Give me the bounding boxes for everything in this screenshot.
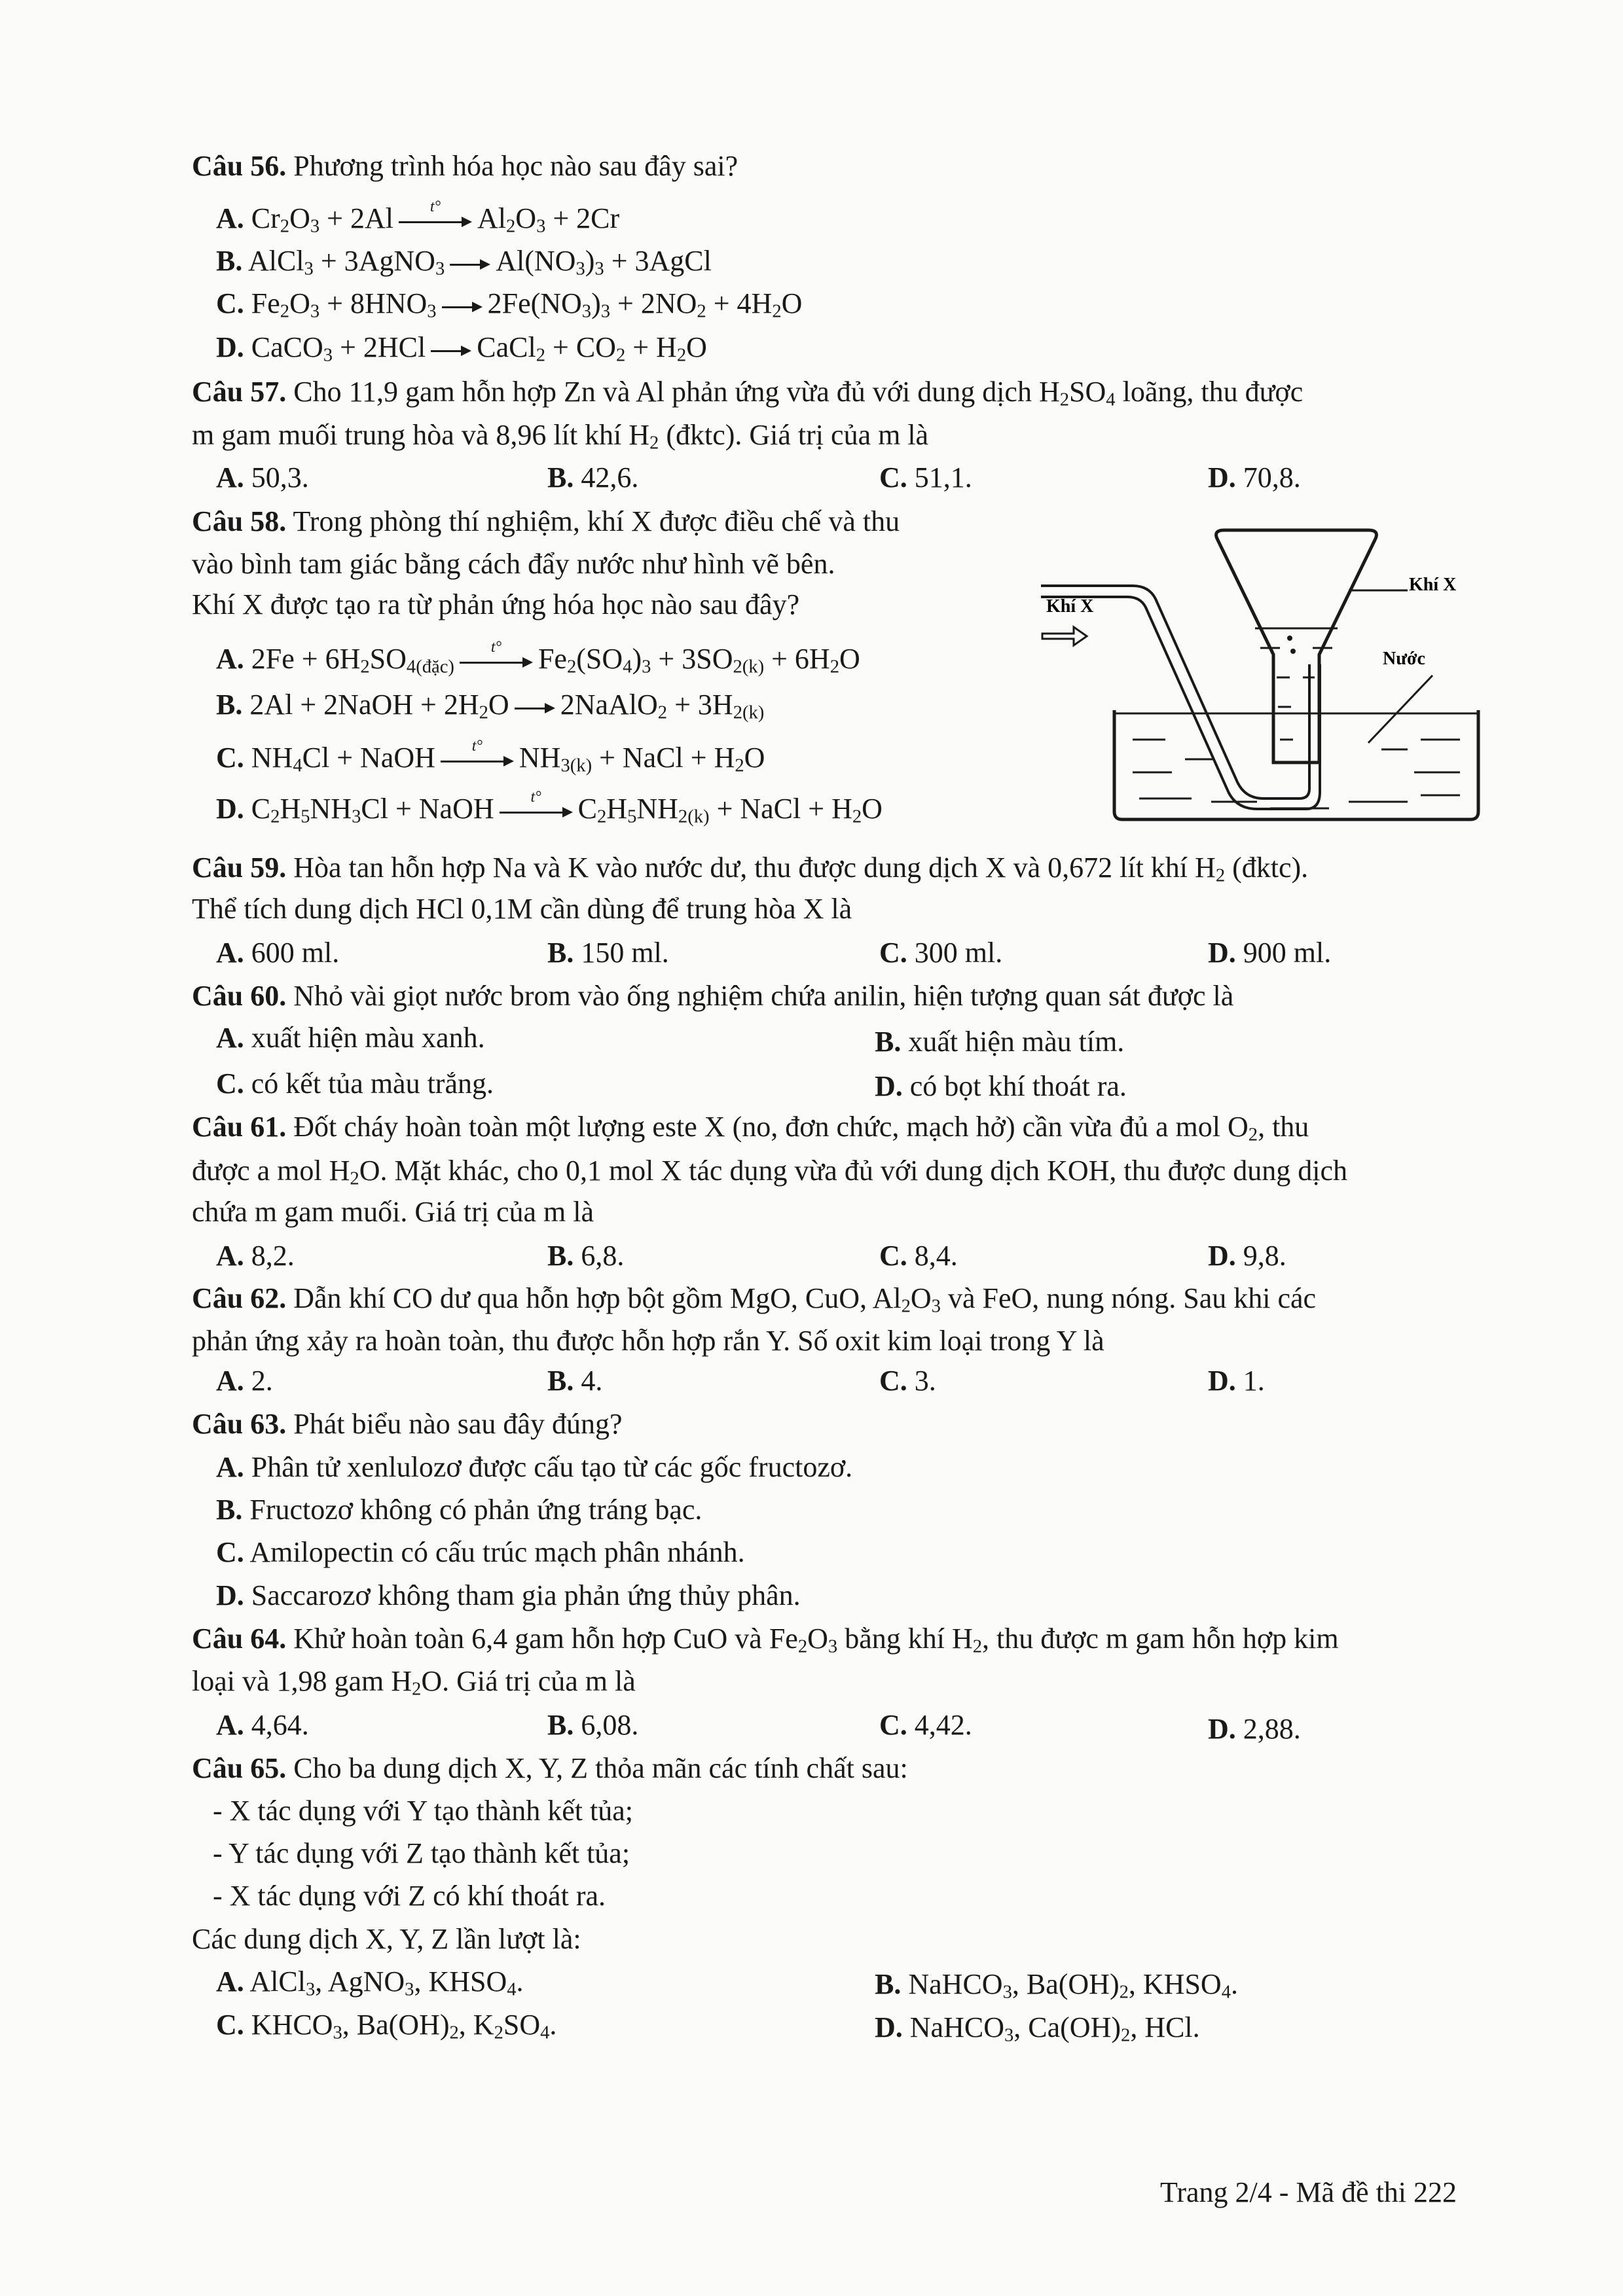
question-number: Câu 56. [192, 150, 287, 182]
question-number: Câu 58. [192, 505, 287, 537]
reaction-arrow-icon [500, 789, 573, 819]
option-b [547, 1711, 638, 1740]
option-key: A. [216, 1022, 244, 1054]
question-lead: Các dung dịch X, Y, Z lần lượt là: [192, 1923, 581, 1955]
question-text-line: vào bình tam giác bằng cách đẩy nước như hình vẽ bên. [192, 548, 835, 580]
reaction-arrow-icon [460, 639, 533, 670]
question-number: Câu 59. [192, 852, 287, 884]
question-text: Phương trình hóa học nào sau đây sai? [293, 150, 739, 182]
option-b [216, 1496, 702, 1524]
option-b [547, 1242, 624, 1270]
gas-bubble [1287, 636, 1292, 641]
option-key: B. [216, 689, 243, 721]
option-text: 6,8. [581, 1240, 625, 1272]
option-a [216, 463, 309, 492]
option-key: C. [879, 461, 907, 493]
products: $2Fe(NO_3)_3 + 2NO_2 + 4H_2O$ [487, 287, 803, 322]
option-a [216, 1965, 524, 2000]
option-text: 900 ml. [1243, 937, 1332, 969]
question-65 [192, 1754, 908, 1783]
option-key: D. [875, 2011, 903, 2043]
reaction-arrow-icon [442, 295, 483, 314]
question-text-line: Thể tích dung dịch HCl 0,1M cần dùng để trung hòa X là [192, 893, 852, 925]
option-key: C. [216, 742, 244, 774]
option-a [216, 1242, 295, 1270]
option-d [216, 331, 707, 366]
option-d [1208, 463, 1301, 492]
option-key: C. [216, 1067, 244, 1100]
option-text: 4. [581, 1365, 603, 1397]
option-key: C. [216, 2009, 244, 2041]
option-a [216, 1024, 485, 1052]
option-text: 42,6. [581, 461, 639, 493]
heat-symbol: t° [490, 639, 502, 656]
option-c [879, 939, 1002, 967]
option-d [875, 1072, 1127, 1101]
reactants: $Cr_2O_3 + 2Al$ [251, 202, 393, 237]
question-text: Dẫn khí CO dư qua hỗn hợp bột gồm MgO, CuO, $Al_2O_3$ và FeO, nung nóng. Sau khi các [293, 1282, 1317, 1317]
question-58 [192, 507, 900, 536]
option-key: D. [1208, 1365, 1236, 1397]
water-trough [1114, 710, 1478, 819]
option-text: Phân tử xenlulozơ được cấu tạo từ các gốc fructozơ. [251, 1451, 853, 1483]
reactants: CaCO$_3$ + 2HCl [251, 331, 426, 366]
option-key: D. [1208, 1713, 1236, 1745]
question-59 [192, 852, 1309, 886]
products: $Fe_2(SO_4)_3 + 3SO_{2(k)} + 6H_2O$ [538, 643, 860, 677]
reactants: $Fe_2O_3 + 8HNO_3$ [251, 287, 437, 322]
question-number: Câu 60. [192, 980, 287, 1012]
option-key: D. [216, 1579, 244, 1611]
equation-56b [248, 245, 712, 277]
question-text: Cho 11,9 gam hỗn hợp Zn và Al phản ứng vừa đủ với dung dịch $H_2SO_4$ loãng, thu được [293, 376, 1304, 410]
option-key: C. [879, 1240, 907, 1272]
heat-symbol: t° [471, 738, 483, 755]
equation-58b [249, 689, 764, 721]
question-text: Nhỏ vài giọt nước brom vào ống nghiệm chứa anilin, hiện tượng quan sát được là [293, 980, 1234, 1012]
question-64 [192, 1623, 1339, 1657]
equation-56d [251, 331, 707, 366]
option-b [875, 1968, 1238, 2003]
question-text: Phát biểu nào sau đây đúng? [293, 1408, 623, 1440]
option-key: B. [216, 245, 243, 277]
option-c [879, 463, 972, 492]
option-key: B. [216, 1494, 243, 1526]
products: $C_2H_5NH_{2(k)}$ + NaCl + $H_2O$ [577, 793, 883, 827]
option-a [216, 1453, 852, 1482]
option-c [216, 1069, 494, 1098]
option-text: 150 ml. [581, 937, 669, 969]
question-63 [192, 1410, 622, 1439]
reaction-arrow-icon [441, 738, 514, 768]
question-number: Câu 63. [192, 1408, 287, 1440]
option-c [216, 2009, 557, 2043]
option-text: 8,4. [914, 1240, 958, 1272]
question-text-line: loại và 1,98 gam $H_2O$. Giá trị của m là [192, 1665, 636, 1700]
gas-bubble [1290, 649, 1296, 654]
option-key: B. [547, 1240, 574, 1272]
option-a [216, 639, 860, 677]
option-key: B. [547, 1709, 574, 1741]
reaction-arrow-icon [515, 696, 555, 715]
reactants: $C_2H_5NH_3Cl$ + NaOH [251, 793, 494, 827]
water-label: Nước [1383, 649, 1425, 669]
reactants: 2Al + 2NaOH + $2H_2O$ [249, 689, 509, 723]
option-text: 6,08. [581, 1709, 639, 1741]
option-a [216, 1367, 273, 1395]
condition-item: - X tác dụng với Z có khí thoát ra. [213, 1880, 606, 1912]
products: CaCl$_2$ + $CO_2 + H_2O$ [477, 331, 707, 366]
question-text-line: m gam muối trung hòa và 8,96 lít khí $H_2$ (đktc). Giá trị của m là [192, 419, 929, 454]
equation-56c [251, 287, 803, 322]
reactants: AlCl$_3$ + 3AgNO$_3$ [247, 245, 445, 279]
option-d [875, 2011, 1200, 2046]
option-b [875, 1028, 1124, 1056]
gas-in-label: Khí X [1046, 596, 1094, 617]
question-number: Câu 65. [192, 1752, 287, 1784]
option-key: D. [216, 793, 244, 825]
reaction-arrow-icon [450, 252, 490, 272]
equation-56a [251, 198, 620, 237]
page-footer: Trang 2/4 - Mã đề thi 222 [1160, 2176, 1457, 2208]
option-key: A. [216, 1451, 244, 1483]
products: $NH_{3(k)}$ + NaCl + $H_2O$ [519, 742, 765, 776]
question-number: Câu 57. [192, 376, 287, 408]
option-key: D. [875, 1070, 903, 1102]
equation-58c [251, 738, 765, 776]
option-text: $KHCO_3$, $Ba(OH)_2$, $K_2SO_4$. [251, 2009, 557, 2043]
option-c [879, 1242, 958, 1270]
question-number: Câu 61. [192, 1111, 287, 1143]
question-text-line: được a mol $H_2O$. Mặt khác, cho 0,1 mol X tác dụng vừa đủ với dung dịch KOH, thu được dung dịch [192, 1155, 1348, 1189]
option-text: 9,8. [1243, 1240, 1286, 1272]
equation-58d [251, 789, 883, 827]
option-d [1208, 939, 1331, 967]
option-text: 1. [1243, 1365, 1265, 1397]
gas-collection-apparatus-figure [1041, 524, 1512, 831]
option-c [879, 1367, 936, 1395]
option-key: B. [875, 1968, 902, 2000]
option-a [216, 939, 339, 967]
option-text: 2,88. [1243, 1713, 1301, 1745]
option-text: 51,1. [914, 461, 972, 493]
inverted-conical-flask [1216, 530, 1377, 762]
option-key: B. [547, 937, 574, 969]
option-key: D. [1208, 1240, 1236, 1272]
option-b [547, 1367, 602, 1395]
question-number: Câu 62. [192, 1282, 287, 1314]
equation-58a [251, 639, 860, 677]
reactants: $NH_4Cl$ + NaOH [251, 742, 435, 776]
condition-item: - X tác dụng với Y tạo thành kết tủa; [213, 1795, 633, 1827]
option-key: A. [216, 202, 244, 234]
option-d [1208, 1242, 1286, 1270]
option-text: NaHCO$_3$, $Ba(OH)_2$, $KHSO_4$. [908, 1968, 1238, 2003]
option-key: C. [216, 287, 244, 319]
question-text-line: Khí X được tạo ra từ phản ứng hóa học nào sau đây? [192, 588, 800, 620]
question-number: Câu 64. [192, 1623, 287, 1655]
option-a [216, 1711, 309, 1740]
option-b [216, 689, 765, 723]
option-text: Amilopectin có cấu trúc mạch phân nhánh. [249, 1536, 745, 1568]
question-text: Đốt cháy hoàn toàn một lượng este X (no, đơn chức, mạch hở) cần vừa đủ a mol $O_2$, thu [293, 1111, 1309, 1145]
question-62 [192, 1282, 1317, 1317]
option-key: A. [216, 461, 244, 493]
option-text: 70,8. [1243, 461, 1301, 493]
option-key: C. [879, 937, 907, 969]
gas-collected-label: Khí X [1409, 575, 1457, 595]
option-c [216, 1538, 745, 1567]
option-key: D. [1208, 937, 1236, 969]
option-text: 600 ml. [251, 937, 340, 969]
option-text: NaHCO$_3$, $Ca(OH)_2$, HCl. [909, 2011, 1200, 2046]
option-b [547, 463, 638, 492]
option-key: A. [216, 1365, 244, 1397]
question-61 [192, 1111, 1309, 1145]
option-d [216, 789, 883, 827]
heat-symbol: t° [530, 789, 541, 806]
option-key: A. [216, 643, 244, 675]
question-text: Hòa tan hỗn hợp Na và K vào nước dư, thu được dung dịch X và 0,672 lít khí $H_2$ (đktc). [293, 852, 1309, 886]
option-text: xuất hiện màu tím. [908, 1026, 1125, 1058]
reaction-arrow-icon [431, 338, 471, 358]
option-a [216, 198, 620, 237]
condition-item: - Y tác dụng với Z tạo thành kết tủa; [213, 1837, 630, 1869]
products: $Al(NO_3)_3$ + 3AgCl [496, 245, 712, 279]
option-c [216, 738, 765, 776]
option-key: B. [875, 1026, 902, 1058]
option-d [1208, 1367, 1265, 1395]
option-key: A. [216, 1709, 244, 1741]
option-key: B. [547, 461, 574, 493]
option-key: B. [547, 1365, 574, 1397]
question-text-line: chứa m gam muối. Giá trị của m là [192, 1196, 594, 1228]
question-text: Trong phòng thí nghiệm, khí X được điều chế và thu [293, 505, 900, 537]
heat-symbol: t° [429, 198, 441, 215]
question-57 [192, 376, 1304, 410]
question-56 [192, 152, 738, 181]
option-key: C. [879, 1365, 907, 1397]
delivery-tube-outer [1041, 586, 1309, 798]
option-key: A. [216, 937, 244, 969]
reaction-arrow-icon [399, 198, 472, 229]
option-d [216, 1581, 801, 1610]
option-key: C. [879, 1709, 907, 1741]
reactants: $2Fe + 6H_2SO_{4(đặc)}$ [251, 643, 454, 677]
option-text: Fructozơ không có phản ứng tráng bạc. [249, 1494, 702, 1526]
option-c [879, 1711, 972, 1740]
option-text: 8,2. [251, 1240, 295, 1272]
option-key: D. [216, 331, 244, 363]
option-b [547, 939, 669, 967]
option-b [216, 245, 712, 279]
option-text: 4,42. [914, 1709, 972, 1741]
option-text: 3. [914, 1365, 936, 1397]
option-text: có kết tủa màu trắng. [251, 1067, 494, 1100]
option-key: A. [216, 1965, 244, 1998]
option-key: D. [1208, 461, 1236, 493]
option-key: A. [216, 1240, 244, 1272]
option-text: Saccarozơ không tham gia phản ứng thủy phân. [251, 1579, 801, 1611]
option-text: AlCl$_3$, AgNO$_3$, $KHSO_4$. [249, 1965, 524, 2000]
question-text-line: phản ứng xảy ra hoàn toàn, thu được hỗn hợp rắn Y. Số oxit kim loại trong Y là [192, 1325, 1104, 1357]
question-text: Cho ba dung dịch X, Y, Z thỏa mãn các tính chất sau: [293, 1752, 908, 1784]
option-text: xuất hiện màu xanh. [251, 1022, 485, 1054]
question-text: Khử hoàn toàn 6,4 gam hỗn hợp CuO và $Fe_2O_3$ bằng khí $H_2$, thu được m gam hỗn hợp kim [293, 1623, 1339, 1657]
option-d [1208, 1715, 1301, 1744]
flask-water-dashes [1260, 648, 1332, 740]
products: $Al_2O_3 + 2Cr$ [477, 202, 620, 237]
pointer-water [1368, 675, 1432, 743]
option-text: có bọt khí thoát ra. [909, 1070, 1127, 1102]
option-key: C. [216, 1536, 244, 1568]
option-text: 50,3. [251, 461, 309, 493]
option-c [216, 287, 803, 322]
option-text: 2. [251, 1365, 273, 1397]
option-text: 4,64. [251, 1709, 309, 1741]
gas-inlet-arrow-icon [1042, 627, 1087, 645]
question-60 [192, 982, 1233, 1011]
option-text: 300 ml. [914, 937, 1003, 969]
products: 2NaAlO$_2$ + $3H_{2(k)}$ [560, 689, 765, 723]
